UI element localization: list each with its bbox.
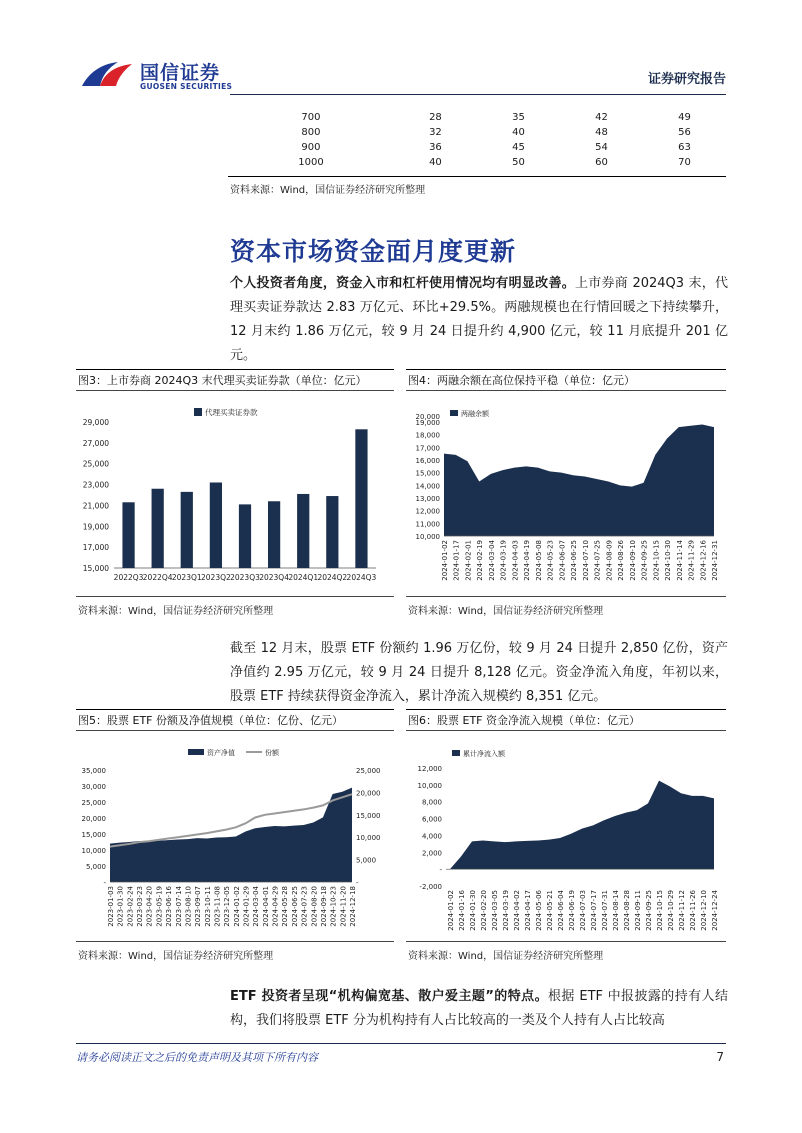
- y-tick-label: 12,000: [417, 765, 442, 773]
- x-tick-label: 2024-10-30: [664, 540, 673, 581]
- table-cell: 56: [678, 127, 691, 138]
- x-tick-label: 2023Q1: [171, 573, 202, 582]
- paragraph-3: [230, 985, 728, 1033]
- legend-label: 两融余额: [461, 410, 489, 418]
- paragraph-1-lead: 个人投资者角度，资金入市和杠杆使用情况均有明显改善。: [230, 276, 575, 291]
- table-cell: 49: [678, 112, 691, 123]
- table-cell: 45: [512, 142, 525, 153]
- fig3-title-rule: [76, 390, 394, 391]
- x-tick-label: 2024-09-25: [645, 890, 653, 931]
- x-tick-label: 2024-01-02: [447, 890, 455, 931]
- y-tick-label: -: [439, 866, 442, 875]
- table-cell: 60: [595, 157, 608, 168]
- x-tick-label: 2023-03-23: [136, 886, 145, 927]
- x-tick-label: 2024-08-14: [612, 890, 620, 931]
- x-tick-label: 2024-04-29: [271, 886, 280, 927]
- x-tick-label: 2024-11-12: [678, 890, 686, 931]
- table-cell: 28: [429, 112, 442, 123]
- y-tick-label-left: 10,000: [81, 847, 106, 855]
- y-tick-label: 29,000: [82, 418, 109, 427]
- fig6-source: 资料来源：Wind，国信证券经济研究所整理: [408, 951, 604, 962]
- bar: [152, 489, 164, 568]
- x-tick-label: 2024-12-24: [711, 890, 719, 931]
- footer-disclaimer: 请务必阅读正文之后的免责声明及其项下所有内容: [76, 1051, 318, 1064]
- y-tick-label-right: 20,000: [356, 789, 381, 798]
- x-tick-label: 2024-05-21: [546, 890, 554, 931]
- x-tick-label: 2023-01-03: [107, 886, 115, 927]
- x-tick-label: 2024-01-02: [232, 886, 241, 927]
- x-tick-label: 2023-02-24: [126, 886, 135, 927]
- y-tick-label: -2,000: [419, 883, 442, 891]
- report-type-label: 证券研究报告: [647, 72, 726, 87]
- y-tick-label: 17,000: [415, 444, 440, 453]
- legend-swatch: [194, 408, 202, 416]
- table-row: [228, 110, 726, 125]
- x-tick-label: 2024-12-31: [711, 540, 719, 581]
- x-tick-label: 2024-02-20: [480, 890, 488, 931]
- bar: [355, 429, 367, 568]
- y-tick-label: 16,000: [415, 457, 440, 465]
- x-tick-label: 2024-04-02: [513, 890, 521, 931]
- x-tick-label: 2024-10-15: [652, 540, 661, 581]
- fig4-title: 图4：两融余额在高位保持平稳（单位：亿元）: [408, 374, 635, 387]
- x-tick-label: 2023-11-08: [213, 886, 222, 927]
- fig5-title: 图5：股票 ETF 份额及净值规模（单位：亿份、亿元）: [78, 714, 343, 727]
- x-tick-label: 2024Q3: [346, 573, 377, 582]
- y-tick-label: 4,000: [421, 832, 442, 841]
- x-tick-label: 2024-06-04: [557, 890, 565, 931]
- x-tick-label: 2024-03-04: [252, 886, 261, 927]
- guosen-logo-icon: [78, 56, 136, 92]
- fig3-top-rule: [76, 369, 394, 370]
- paragraph-1-body: 上市券商 2024Q3 末，代理买卖证券款达 2.83 万亿元、环比+29.5%。两融规模也在行情回暖之下持续攀升，12 月末约 1.86 万亿元，较 9 月 24 日提升约 4,900 亿元，较 11 月底提升 201 亿元。: [230, 276, 728, 363]
- x-tick-label: 2023-04-20: [145, 886, 154, 927]
- x-tick-label: 2023Q2: [201, 573, 231, 582]
- x-tick-label: 2024-08-28: [623, 890, 631, 931]
- x-tick-label: 2024-11-29: [687, 540, 696, 581]
- table-row: [228, 140, 726, 155]
- logo-english-name: GUOSEN SECURITIES: [140, 82, 233, 91]
- x-tick-label: 2024-11-20: [339, 886, 348, 927]
- x-tick-label: 2023-08-10: [184, 886, 193, 927]
- page-number: 7: [716, 1050, 724, 1064]
- y-tick-label: 15,000: [82, 564, 109, 573]
- y-tick-label-left: 5,000: [85, 863, 106, 871]
- fig6-area-chart: [406, 736, 726, 936]
- y-tick-label: 21,000: [82, 501, 109, 511]
- x-tick-label: 2024-02-01: [464, 540, 473, 581]
- x-tick-label: 2024-01-02: [441, 540, 449, 581]
- y-tick-label: 12,000: [415, 507, 440, 516]
- x-tick-label: 2024Q2: [317, 573, 348, 582]
- x-tick-label: 2024-06-25: [570, 540, 579, 581]
- bar: [268, 501, 280, 568]
- x-tick-label: 2023Q3: [230, 573, 260, 582]
- x-tick-label: 2024-07-03: [579, 890, 587, 931]
- x-tick-label: 2024-09-10: [628, 540, 637, 581]
- y-tick-label: 6,000: [421, 815, 442, 824]
- fig4-top-rule: [406, 369, 726, 370]
- paragraph-3-body: 根据 ETF 中报披露的持有人结构，我们将股票 ETF 分为机构持有人占比较高的一类及个人持有人占比较高: [230, 989, 728, 1028]
- table-row: [228, 125, 726, 140]
- x-tick-label: 2022Q4: [142, 573, 173, 582]
- y-tick-label: 2,000: [421, 849, 442, 858]
- x-tick-label: 2024-01-17: [452, 540, 461, 581]
- x-tick-label: 2024-02-19: [476, 540, 485, 581]
- x-tick-label: 2024-10-29: [667, 890, 675, 931]
- x-tick-label: 2024-10-23: [329, 886, 338, 927]
- y-tick-label-right: 10,000: [356, 834, 381, 843]
- x-tick-label: 2024-04-17: [524, 890, 532, 931]
- bar: [210, 482, 222, 568]
- y-tick-label: 19,000: [415, 419, 440, 427]
- table-bottom-rule: [228, 176, 726, 177]
- table-cell: 36: [429, 142, 442, 153]
- x-tick-label: 2024-06-19: [568, 890, 576, 931]
- x-tick-label: 2022Q3: [113, 573, 144, 582]
- x-tick-label: 2023-07-14: [174, 886, 183, 927]
- net-value-area: [110, 788, 352, 882]
- y-tick-label: 10,000: [415, 533, 440, 541]
- fig5-source: 资料来源：Wind，国信证券经济研究所整理: [78, 951, 274, 962]
- fig4-title-rule: [406, 390, 726, 391]
- x-tick-label: 2023-10-11: [203, 886, 212, 927]
- bar: [181, 492, 193, 568]
- y-tick-label: 19,000: [82, 522, 109, 532]
- table-source-note: 资料来源：Wind，国信证券经济研究所整理: [230, 185, 426, 196]
- y-tick-label-right: -: [356, 879, 359, 887]
- x-tick-label: 2024-04-03: [511, 540, 520, 581]
- table-cell: 900: [301, 142, 321, 153]
- x-tick-label: 2024-06-07: [558, 540, 567, 581]
- bar: [122, 502, 134, 568]
- table-cell: 70: [678, 157, 691, 168]
- table-cell: 63: [678, 142, 691, 153]
- x-tick-label: 2024-01-30: [469, 890, 477, 931]
- fig3-title: 图3：上市券商 2024Q3 末代理买卖证券款（单位：亿元）: [78, 374, 367, 387]
- x-tick-label: 2024-03-19: [499, 540, 508, 581]
- fig3-bar-chart: [76, 392, 394, 592]
- paragraph-3-lead: ETF 投资者呈现“机构偏宽基、散户爱主题”的特点。: [230, 989, 548, 1004]
- x-tick-label: 2023-09-07: [194, 886, 203, 927]
- x-tick-label: 2024-07-10: [581, 540, 590, 581]
- legend-label: 资产净值: [207, 749, 235, 757]
- footer-divider: [76, 1043, 726, 1044]
- fig5-area-line-chart: [76, 736, 394, 936]
- fig3-source: 资料来源：Wind，国信证券经济研究所整理: [78, 606, 274, 617]
- fig6-title-rule: [406, 730, 726, 731]
- y-tick-label: 20,000: [415, 413, 440, 421]
- header-divider: [230, 94, 726, 95]
- y-tick-label-left: -: [103, 879, 106, 887]
- x-tick-label: 2024-05-28: [281, 886, 290, 927]
- x-tick-label: 2024Q1: [288, 573, 319, 582]
- x-tick-label: 2024-07-23: [300, 886, 309, 927]
- x-tick-label: 2024-12-18: [349, 886, 357, 927]
- y-tick-label: 23,000: [82, 480, 109, 490]
- y-tick-label: 11,000: [415, 520, 440, 529]
- y-tick-label: 14,000: [415, 482, 440, 491]
- legend-label: 代理买卖证券款: [205, 408, 258, 417]
- y-tick-label: 13,000: [415, 495, 440, 503]
- section-title: 资本市场资金面月度更新: [230, 237, 517, 266]
- x-tick-label: 2023-05-19: [155, 886, 164, 927]
- x-tick-label: 2024-11-26: [689, 890, 697, 931]
- fig6-title: 图6：股票 ETF 资金净流入规模（单位：亿元）: [408, 714, 640, 727]
- y-tick-label-right: 25,000: [356, 767, 381, 775]
- x-tick-label: 2023-12-05: [223, 886, 232, 927]
- x-tick-label: 2024-01-16: [458, 890, 466, 931]
- y-tick-label: 18,000: [415, 431, 440, 440]
- x-tick-label: 2024-06-25: [290, 886, 299, 927]
- y-tick-label-left: 20,000: [81, 815, 106, 823]
- x-tick-label: 2024-09-18: [319, 886, 328, 927]
- y-tick-label-right: 5,000: [356, 856, 377, 865]
- fig5-top-rule: [76, 709, 394, 710]
- legend-label: 份额: [265, 749, 279, 757]
- fig4-source: 资料来源：Wind，国信证券经济研究所整理: [408, 606, 604, 617]
- series-area: [444, 425, 714, 536]
- fig5-bottom-rule: [76, 941, 394, 942]
- bar: [297, 494, 309, 568]
- x-tick-label: 2024-07-25: [593, 540, 602, 581]
- fig6-bottom-rule: [406, 941, 726, 942]
- x-tick-label: 2024-08-09: [605, 540, 614, 581]
- paragraph-1: [230, 272, 728, 368]
- table-cell: 50: [512, 157, 525, 168]
- bar: [326, 496, 338, 568]
- x-tick-label: 2024-12-10: [700, 890, 708, 931]
- x-tick-label: 2024-04-19: [523, 540, 532, 581]
- x-tick-label: 2024-07-31: [601, 890, 609, 931]
- y-tick-label-left: 15,000: [81, 831, 106, 839]
- table-cell: 40: [512, 127, 525, 138]
- y-tick-label: 27,000: [82, 438, 109, 448]
- y-tick-label-right: 15,000: [356, 811, 381, 820]
- table-cell: 800: [301, 127, 321, 138]
- fig5-title-rule: [76, 730, 394, 731]
- y-tick-label: 15,000: [415, 469, 440, 478]
- fig3-bottom-rule: [76, 596, 394, 597]
- x-tick-label: 2024-09-25: [640, 540, 649, 581]
- table-cell: 700: [301, 112, 321, 123]
- table-cell: 1000: [298, 157, 324, 168]
- y-tick-label: 8,000: [421, 798, 442, 807]
- fig4-bottom-rule: [406, 596, 726, 597]
- legend-label: 累计净流入额: [463, 750, 505, 758]
- table-cell: 35: [512, 112, 525, 123]
- y-tick-label: 17,000: [82, 543, 109, 553]
- x-tick-label: 2024-08-20: [310, 886, 319, 927]
- y-tick-label-left: 25,000: [81, 799, 106, 807]
- y-tick-label: 25,000: [82, 459, 109, 469]
- table-cell: 48: [595, 127, 608, 138]
- paragraph-2: 截至 12 月末，股票 ETF 份额约 1.96 万亿份，较 9 月 24 日提升 2,850 亿份，资产净值约 2.95 万亿元，较 9 月 24 日提升 8,128 亿元。资金净流入角度，年初以来，股票 ETF 持续获得资金净流入，累计净流入规模约 8,351 亿元。: [230, 641, 728, 704]
- x-tick-label: 2024-11-14: [675, 540, 684, 581]
- legend-swatch: [188, 749, 204, 755]
- y-tick-label: 10,000: [417, 781, 442, 790]
- table-cell: 54: [595, 142, 608, 153]
- x-tick-label: 2024-10-15: [656, 890, 664, 931]
- x-tick-label: 2023-01-30: [116, 886, 125, 927]
- bar: [239, 504, 251, 568]
- x-tick-label: 2024-03-04: [487, 540, 496, 581]
- x-tick-label: 2024-01-29: [242, 886, 251, 927]
- table-row: [228, 155, 726, 170]
- x-tick-label: 2024-03-19: [502, 890, 510, 931]
- x-tick-label: 2024-07-17: [590, 890, 598, 931]
- x-tick-label: 2024-05-08: [534, 540, 543, 581]
- table-cell: 40: [429, 157, 442, 168]
- x-tick-label: 2024-05-23: [546, 540, 555, 581]
- x-tick-label: 2023-06-16: [165, 886, 174, 927]
- x-tick-label: 2024-04-01: [261, 886, 270, 927]
- x-tick-label: 2024-03-05: [491, 890, 499, 931]
- continued-table: [228, 110, 726, 170]
- table-cell: 42: [595, 112, 608, 123]
- x-tick-label: 2023Q4: [259, 573, 289, 582]
- legend-swatch: [452, 750, 460, 756]
- logo-chinese-name: 国信证券: [140, 62, 221, 84]
- y-tick-label-left: 30,000: [81, 783, 106, 791]
- x-tick-label: 2024-09-11: [634, 890, 642, 931]
- legend-swatch: [450, 410, 458, 416]
- x-tick-label: 2024-12-16: [699, 540, 708, 581]
- y-tick-label-left: 35,000: [81, 767, 106, 775]
- series-area: [450, 781, 714, 869]
- fig4-area-chart: [406, 392, 726, 592]
- x-tick-label: 2024-05-06: [535, 890, 543, 931]
- table-cell: 32: [429, 127, 442, 138]
- fig6-top-rule: [406, 709, 726, 710]
- x-tick-label: 2024-08-26: [617, 540, 626, 581]
